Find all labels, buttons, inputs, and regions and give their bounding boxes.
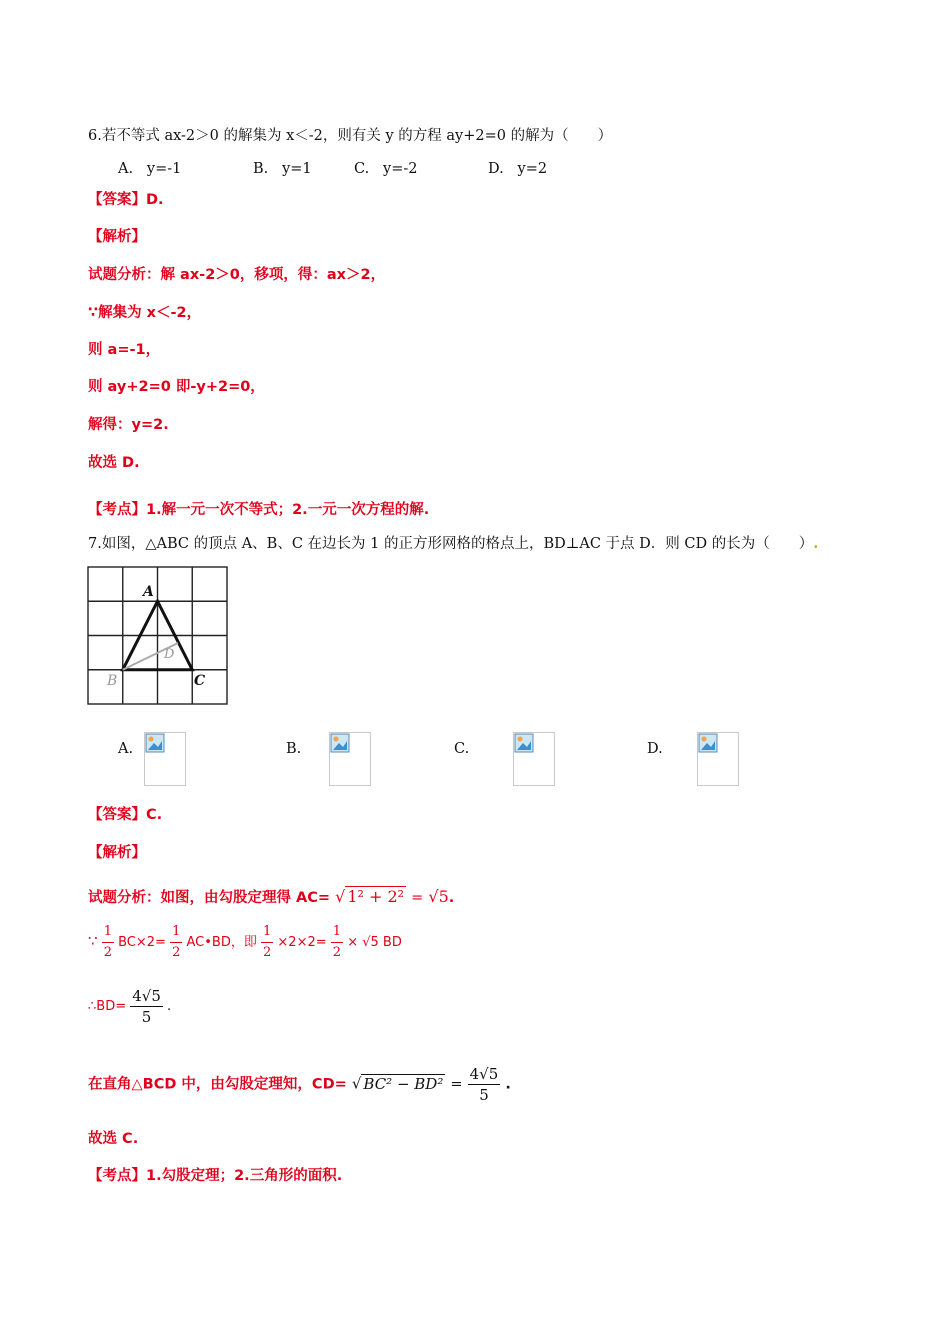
fraction-bd: $\frac{4√5}{5}$ xyxy=(132,987,161,1026)
q7-kaodian: 【考点】1.勾股定理；2.三角形的面积. xyxy=(88,1168,343,1184)
q7-step-1-end: . xyxy=(448,890,455,906)
fraction-cd: $\frac{4√5}{5}$ xyxy=(469,1065,499,1104)
radicand: 1² + 2² xyxy=(347,887,405,906)
fraction-half: $\frac{1}{2}$ xyxy=(103,924,112,960)
broken-image-icon xyxy=(514,733,534,753)
q7-option-c-image xyxy=(513,732,555,786)
equals: = xyxy=(450,1076,463,1093)
q6-step-1: 试题分析：解 ax-2＞0，移项，得：ax＞2， xyxy=(88,267,386,283)
label-d: D xyxy=(164,647,175,662)
step-2-part-5: √5 BD xyxy=(362,935,402,950)
option-text: y=1 xyxy=(282,161,312,177)
option-label: D. xyxy=(488,161,504,177)
q6-kaodian: 【考点】1.解一元一次不等式；2.一元一次方程的解. xyxy=(88,502,430,518)
q6-step-4: 则 ay+2=0 即-y+2=0， xyxy=(88,379,265,395)
q7-step-4-prefix: 在直角△BCD 中，由勾股定理知，CD= xyxy=(88,1076,347,1093)
broken-image-icon xyxy=(145,733,165,753)
q7-option-b-label: B. xyxy=(286,741,302,757)
option-text: y=2 xyxy=(517,161,548,177)
option-text: y=-1 xyxy=(146,161,182,177)
q7-step-3-end: . xyxy=(167,999,172,1014)
fraction-half: $\frac{1}{2}$ xyxy=(262,924,272,960)
q6-analysis-title: 【解析】 xyxy=(88,229,146,245)
result: √5 xyxy=(428,887,449,906)
q7-option-d-label: D. xyxy=(647,741,663,757)
q7-option-a-label: A. xyxy=(118,741,134,757)
q6-step-5: 解得：y=2. xyxy=(88,417,169,433)
q6-step-2: ∵解集为 x＜-2， xyxy=(88,305,202,321)
broken-image-icon xyxy=(698,733,718,753)
q6-option-c xyxy=(354,161,417,177)
sqrt-expression: √ BC² − BD² xyxy=(351,1074,444,1093)
option-label: C. xyxy=(354,161,370,177)
q7-step-2 xyxy=(88,922,402,963)
fraction-half: $\frac{1}{2}$ xyxy=(332,924,342,960)
step-2-part-2: AC•BD，即 xyxy=(186,935,257,950)
q6-option-d xyxy=(488,161,547,177)
q6-answer: 【答案】D. xyxy=(88,192,164,208)
q6-stem: 6.若不等式 ax-2＞0 的解集为 x＜-2，则有关 y 的方程 ay+2=0 的解为（ ） xyxy=(88,128,613,144)
option-text: y=-2 xyxy=(383,161,418,177)
because-symbol: ∵ xyxy=(88,932,98,950)
q7-analysis-title: 【解析】 xyxy=(88,845,146,861)
q6-option-b xyxy=(253,161,312,177)
q7-option-d-image xyxy=(697,732,739,786)
equals: = xyxy=(411,890,424,906)
sqrt-expression: √ 1² + 2² xyxy=(335,887,405,906)
broken-image-icon xyxy=(330,733,350,753)
q7-option-a-image xyxy=(144,732,186,786)
step-2-part-4: × xyxy=(347,935,359,950)
label-a: A xyxy=(143,584,154,600)
q7-conclusion: 故选 C. xyxy=(88,1131,139,1147)
fraction-half: $\frac{1}{2}$ xyxy=(172,924,181,960)
q7-step-1 xyxy=(88,888,454,907)
option-label: B. xyxy=(253,161,269,177)
q7-answer: 【答案】C. xyxy=(88,807,163,823)
step-2-part-1: BC×2= xyxy=(118,935,166,950)
q7-stem-text: 7.如图，△ABC 的顶点 A、B、C 在边长为 1 的正方形网格的格点上，BD⊥AC 于点 D．则 CD 的长为（ ） xyxy=(88,536,814,552)
q7-stem xyxy=(88,535,818,553)
radicand: BC² − BD² xyxy=(363,1074,444,1093)
q7-step-4 xyxy=(88,1064,511,1105)
q7-step-1-prefix: 试题分析：如图，由勾股定理得 AC= xyxy=(88,890,331,906)
label-c: C xyxy=(194,673,206,689)
q7-option-c-label: C. xyxy=(454,741,470,757)
q7-step-3 xyxy=(88,986,171,1027)
option-label: A. xyxy=(118,161,134,177)
q7-step-4-end: . xyxy=(505,1076,511,1093)
q6-step-6: 故选 D. xyxy=(88,455,140,471)
q7-option-b-image xyxy=(329,732,371,786)
q6-step-3: 则 a=-1， xyxy=(88,342,161,358)
q6-option-a xyxy=(118,161,181,177)
q7-stem-end: . xyxy=(813,535,819,552)
therefore-bd: ∴BD= xyxy=(88,999,127,1014)
step-2-part-3: ×2×2= xyxy=(277,935,327,950)
label-b: B xyxy=(107,673,118,689)
triangle-grid-figure xyxy=(87,566,229,706)
